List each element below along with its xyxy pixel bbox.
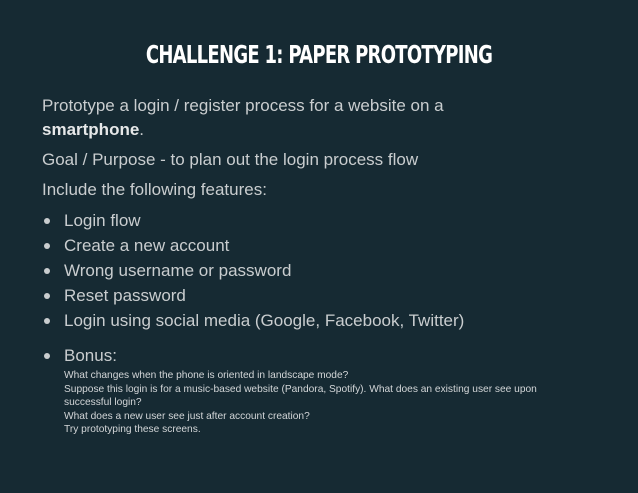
bonus-notes <box>64 369 602 437</box>
bullet-icon <box>44 218 50 224</box>
bullet-icon <box>44 268 50 274</box>
feature-label: Create a new account <box>64 236 230 255</box>
bonus-note: Suppose this login is for a music-based website (Pandora, Spotify). What does an existing user see upon <box>64 383 537 395</box>
feature-label: Reset password <box>64 286 186 305</box>
intro-paragraph <box>42 94 602 142</box>
bonus-note: successful login? <box>64 397 142 408</box>
list-item <box>42 208 602 233</box>
feature-label: Login using social media (Google, Facebook, Twitter) <box>64 311 465 330</box>
bullet-icon <box>44 243 50 249</box>
intro-end-text: . <box>139 120 145 139</box>
bonus-note: What does a new user see just after account creation? <box>64 410 310 422</box>
bonus-note: What changes when the phone is oriented in landscape mode? <box>64 370 349 381</box>
goal-text: Goal / Purpose - to plan out the login process flow <box>42 150 419 169</box>
intro-bold-text: smartphone <box>42 120 140 139</box>
list-item <box>42 233 602 258</box>
bullet-icon <box>44 353 50 359</box>
feature-label: Wrong username or password <box>64 261 292 280</box>
bonus-note: Try prototyping these screens. <box>64 424 201 435</box>
slide-content <box>42 94 602 437</box>
list-item <box>42 258 602 283</box>
feature-label: Login flow <box>64 211 141 230</box>
bonus-item <box>42 343 602 437</box>
list-item <box>42 308 602 333</box>
list-item <box>42 283 602 308</box>
bullet-icon <box>44 318 50 324</box>
bullet-icon <box>44 293 50 299</box>
feature-list <box>42 208 602 437</box>
include-text: Include the following features: <box>42 180 267 199</box>
bonus-label: Bonus: <box>64 346 117 365</box>
slide-title: CHALLENGE 1: PAPER PROTOTYPING <box>145 40 493 69</box>
intro-text: Prototype a login / register process for a website on a <box>42 96 444 115</box>
